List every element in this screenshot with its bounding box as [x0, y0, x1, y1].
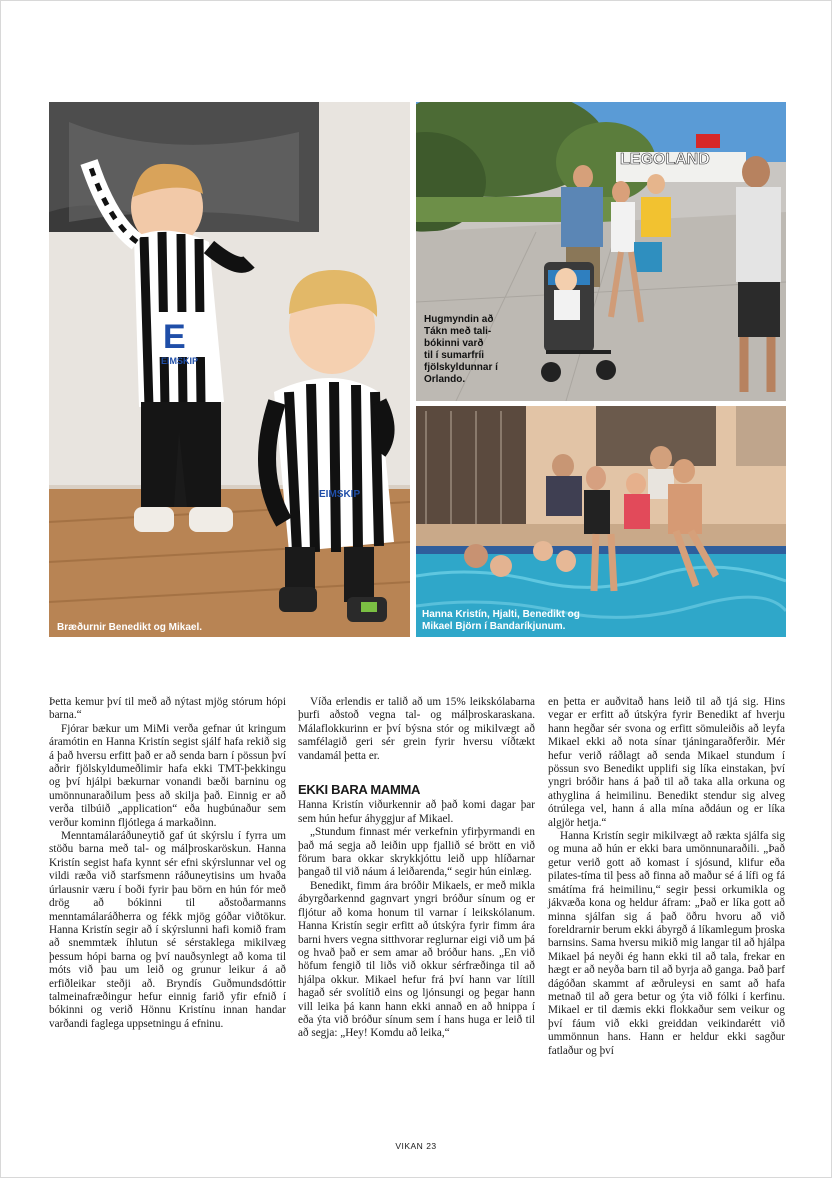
photo-pool	[416, 406, 786, 637]
paragraph: Þetta kemur því til með að nýtast mjög stórum hópi barna.“	[49, 696, 286, 722]
paragraph: Hanna Kristín segir mikilvægt að rækta sjálfa sig og muna að hún er ekki bara umönnunaraðili. „Það getur verið gott að komast í sjósund, klifur eða pilates-tíma til þess að finna að maður sé á lífi og fá smátíma frá heimilinu,“ segir þessi orkumikla og jákvæða kona og heldur áfram: „Það er líka gott að minna sjálfan sig á það öðru hvoru að við foreldrarnir berum ekki ábyrgð á líkamlegum þroska barnsins. Sama hversu mikið mig langar til að hjálpa Mikael þá neyði ég hann ekki til að tala, frekar en hægt er að neyða barn til að byrja að ganga. Það þarf dágóðan skammt af æðruleysi en samt að hafa metnað til að gera betur og ýta við fólki í kerfinu. Mikael er til dæmis ekki flokkaður sem veikur og því fáum við ekki greiddan veikindarétt við ummönnun hans. Hann er heldur ekki sagður fatlaður og því	[548, 830, 785, 1057]
shirt-sponsor-2: EIMSKIP	[319, 489, 361, 500]
shirt-sponsor-1: EIMSKIP	[161, 356, 199, 366]
paragraph: „Stundum finnast mér verkefnin yfirþyrmandi en það má segja að leiðin upp fjallið sé brött en við förum bara okkar skrykkjóttu leið upp hlíðarnar þangað til við náum á leiðarenda,“ segir hún einlæg.	[298, 826, 535, 879]
paragraph: Víða erlendis er talið að um 15% leikskólabarna þurfi aðstoð vegna tal- og málþroskaraskana. Málaflokkurinn er því býsna stór og mikilvægt að samfélagið geri sér grein fyrir hversu víðtækt vandamál þetta er.	[298, 696, 535, 762]
magazine-name: VIKAN	[395, 1141, 424, 1151]
svg-text:E: E	[163, 318, 186, 356]
paragraph: en þetta er auðvitað hans leið til að tjá sig. Hins vegar er erfitt að útskýra fyrir Benedikt af hverju hann hegðar sér svona og erfitt sömuleiðis að leyfa Mikael ekki að nota sínar tjáningaraðferðir. Mér hefur verið ráðlagt að senda Mikael stundum í pössun svo Benedikt upplifi sig líka einstakan, því yngri bróðir hans á það til að taka alla orkuna og athyglina á heimilinu. Benedikt stendur sig alveg ótrúlega vel, hann á alla mína aðdáun og er líka algjör hetja.“	[548, 696, 785, 829]
caption-park-line: Hugmyndin að	[424, 314, 494, 325]
photo-brothers	[49, 102, 410, 637]
paragraph: Hanna Kristín viðurkennir að það komi dagar þar sem hún hefur áhyggjur af Mikael.	[298, 799, 535, 825]
caption-park-line: til í sumarfríi	[424, 350, 485, 361]
caption-pool-line: Hanna Kristín, Hjalti, Benedikt og	[422, 609, 580, 620]
photo-brothers-illustration	[49, 102, 410, 637]
caption-park	[424, 314, 498, 386]
park-sign: LEGOLAND	[620, 151, 710, 168]
caption-pool-line: Mikael Björn í Bandaríkjunum.	[422, 621, 566, 632]
caption-park-line: Tákn með tali-	[424, 326, 492, 337]
text-column-3	[548, 696, 785, 1058]
photo-pool-illustration	[416, 406, 786, 637]
caption-park-line: fjölskyldunnar í	[424, 362, 498, 373]
caption-brothers: Bræðurnir Benedikt og Mikael.	[57, 622, 203, 633]
photo-theme-park	[416, 102, 786, 401]
paragraph: Fjórar bækur um MiMi verða gefnar út kringum áramótin en Hanna Kristín segist sjálf hafa rekið sig á það hversu erfitt það er að senda barn í pössun því aðrir fjölskyldumeðlimir hafa ekki TMT-þekkingu og því hjálpi bækurnar vonandi bæði barninu og umönnunaraðilum þess að skilja það. Einnig er að verða tilbúið „application“ eða hugbúnaður sem verður kominn fljótlega á markaðinn.	[49, 722, 286, 829]
text-column-2	[298, 696, 535, 1041]
paragraph: Benedikt, fimm ára bróðir Mikaels, er með mikla ábyrgðarkennd gagnvart yngri bróður sínum og er fljótur að koma honum til varnar í leikskólanum. Hanna Kristín segir erfitt að útskýra fyrir fimm ára barni hvers vegna sitthvorar reglurnar eigi við um þá og hvað það er sem amar að bróður hans. „En við höfum fengið til liðs við okkur sérfræðinga til að hjálpa okkur. Mikael hefur frá því hann var lítill hagað sér svolítið eins og ljónsungi og þegar hann vill leika þá kann hann ekki annað en að hnippa í eða ýta við bróður sínum sem í hans huga er leið til að segja: „Hey! Komdu að leika,“	[298, 879, 535, 1040]
page-number: 23	[426, 1141, 437, 1151]
page-footer	[0, 1141, 832, 1151]
caption-pool	[422, 609, 580, 633]
paragraph: Menntamálaráðuneytið gaf út skýrslu í fyrra um stöðu barna með tal- og málþroskaröskun. Hanna Kristín segist hafa kynnt sér efni skýrslunnar vel og vildi ræða við starfsmenn ráðuneytisins um hvaða úrlausnir væru í boði fyrir þau börn en hún fór með drög að bókinni til aðstoðarmanns menntamálaráðherra og fékk mjög góðar viðtökur. Hanna Kristín segir að í skýrslunni hafi komið fram að snemmtæk íhlutun sé sérstaklega mikilvæg þessum hópi barna og því nauðsynlegt að koma til móts við þau um leið og grunur leikur á að erfiðleikar steðji að. Bryndís Guðmundsdóttir talmeinafræðingur hefur einnig farið yfir efnið í bókinni og verið Hönnu Kristínu innan handar varðandi faglega uppsetningu á efninu.	[49, 830, 286, 1030]
caption-park-line: Orlando.	[424, 374, 466, 385]
text-column-1	[49, 696, 286, 1031]
section-heading: EKKI BARA MAMMA	[298, 782, 421, 798]
caption-park-line: bókinni varð	[424, 338, 484, 349]
